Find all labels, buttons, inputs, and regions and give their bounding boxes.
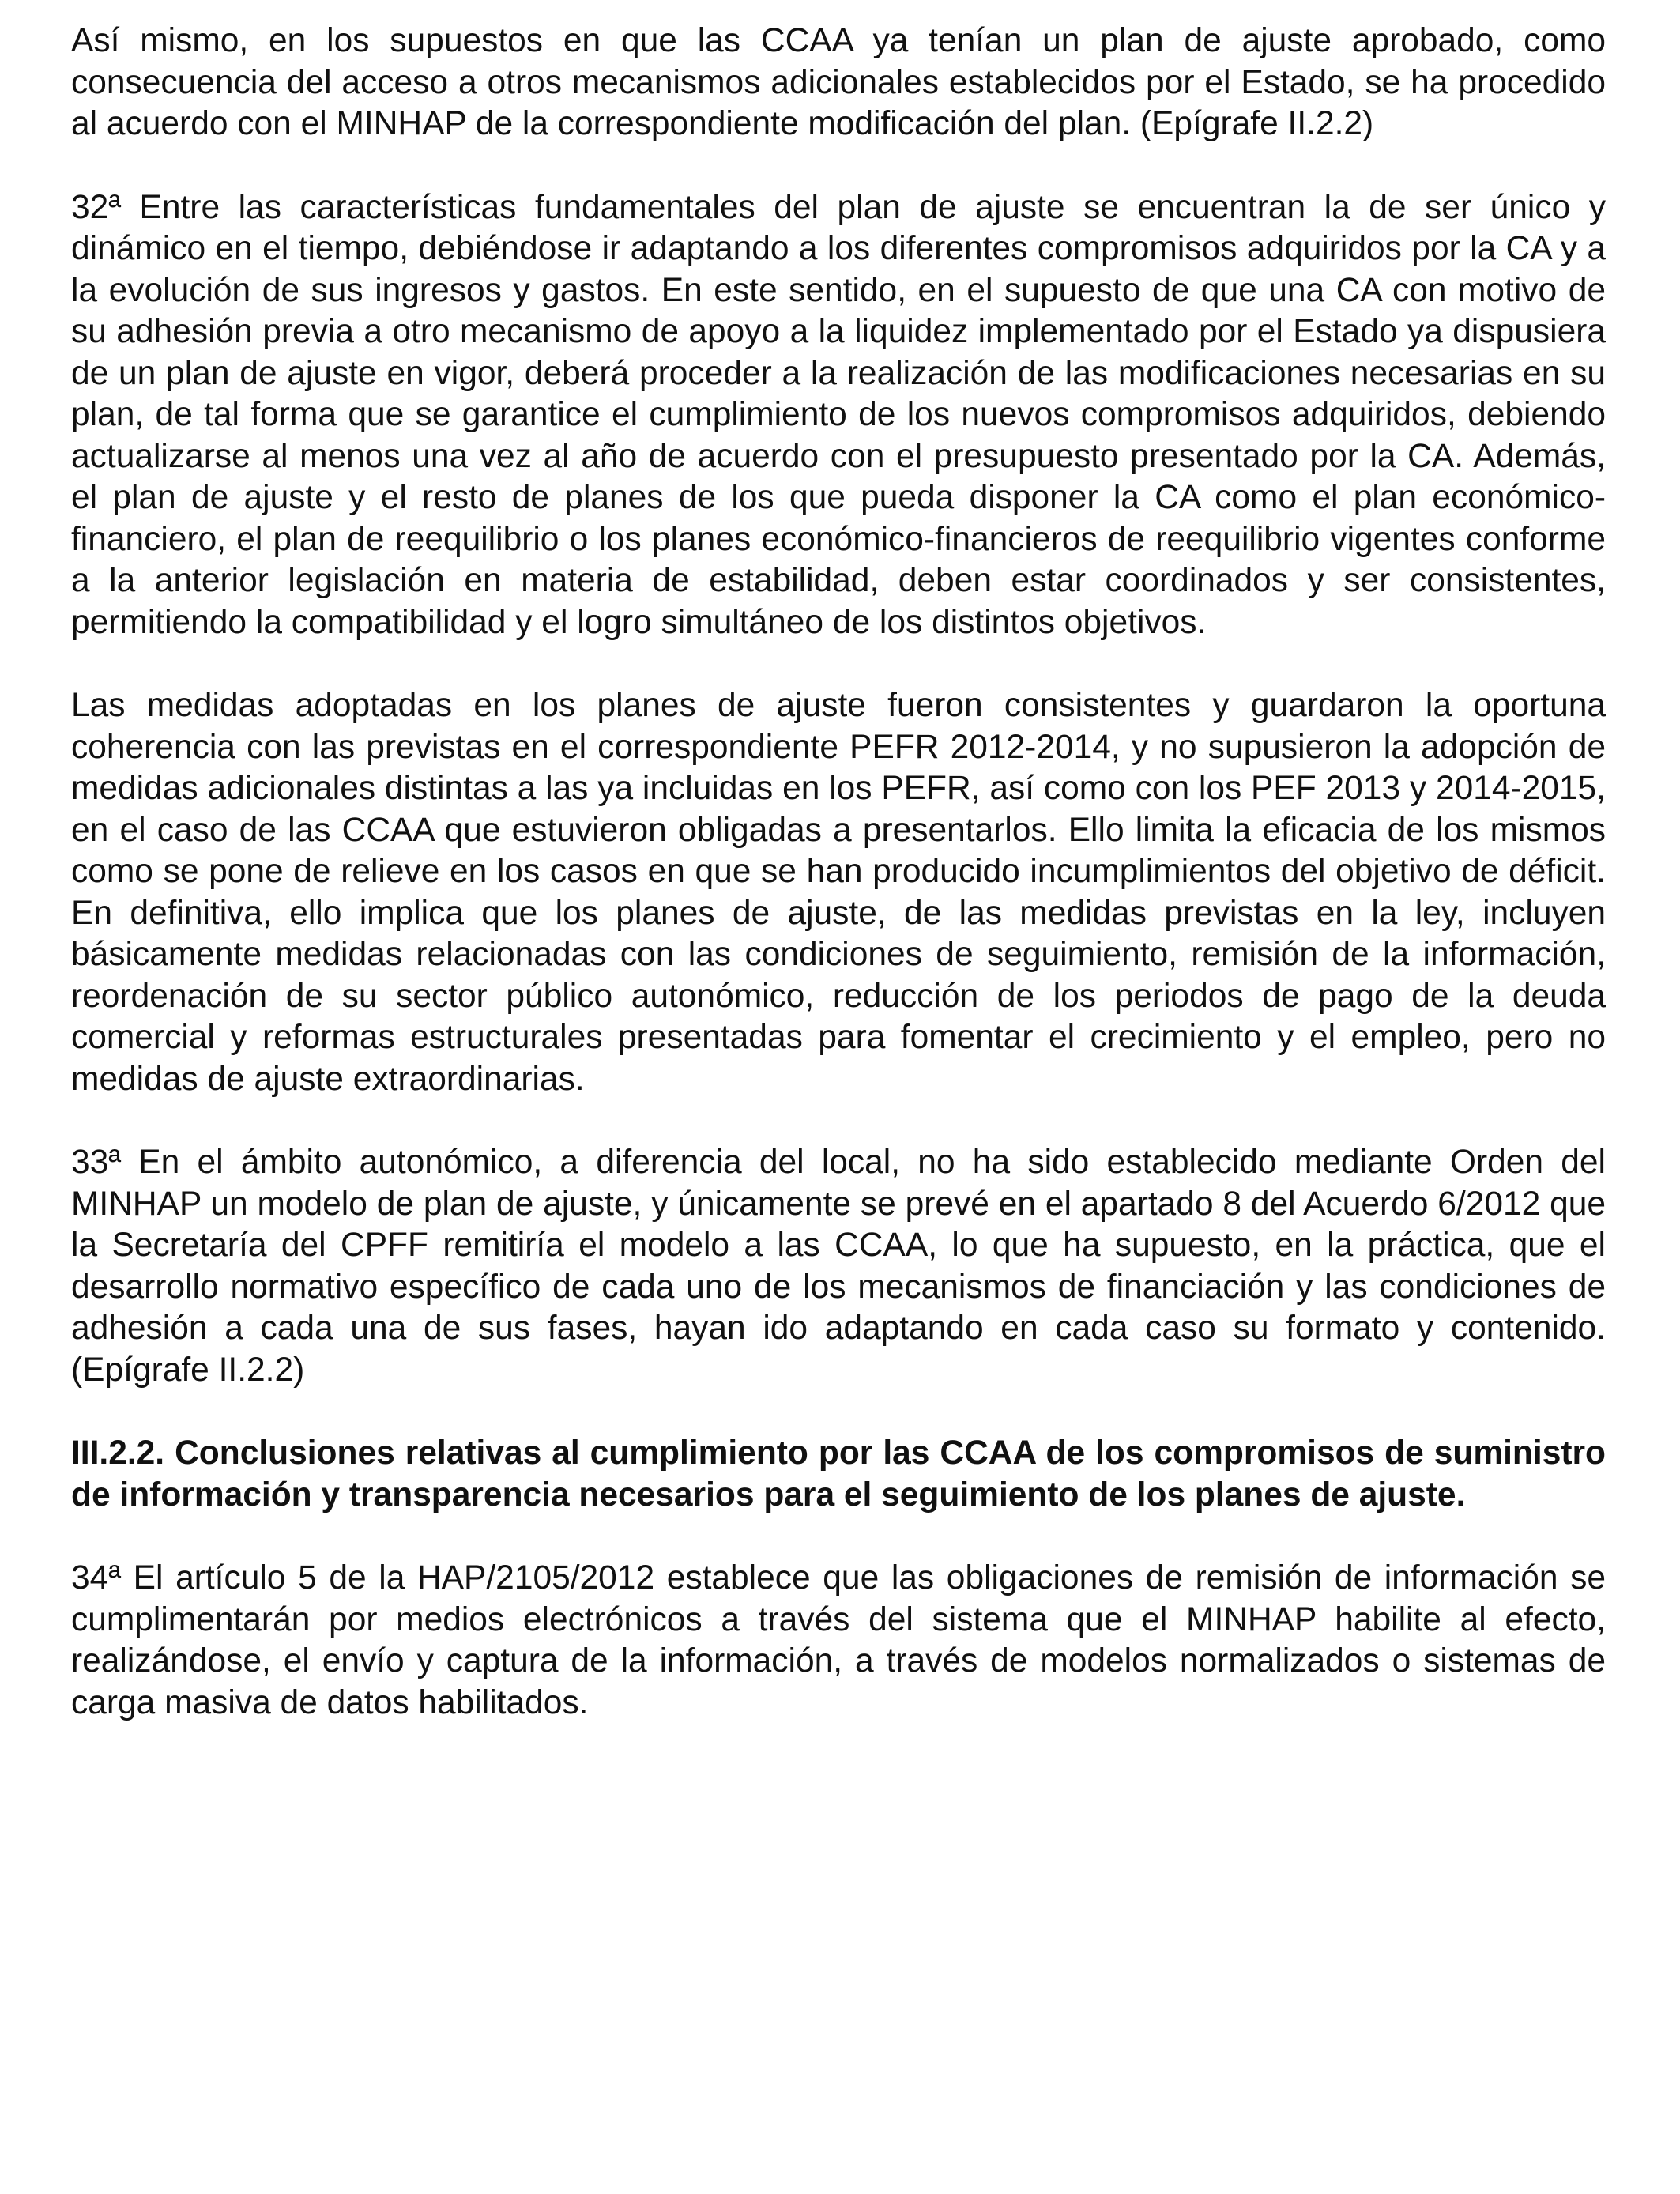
paragraph-conclusion-32: 32ª Entre las características fundamentales del plan de ajuste se encuentran la de ser único y dinámico en el tiempo, debiéndose ir adaptando a los diferentes compromisos adquiridos por la CA y a la evolución de sus ingresos y gastos. En este sentido, en el supuesto de que una CA con motivo de su adhesión previa a otro mecanismo de apoyo a la liquidez implementado por el Estado ya dispusiera de un plan de ajuste en vigor, deberá proceder a la realización de las modificaciones necesarias en su plan, de tal forma que se garantice el cumplimiento de los nuevos compromisos adquiridos, debiendo actualizarse al menos una vez al año de acuerdo con el presupuesto presentado por la CA. Además, el plan de ajuste y el resto de planes de los que pueda disponer la CA como el plan económico-financiero, el plan de reequilibrio o los planes económico-financieros de reequilibrio vigentes conforme a la anterior legislación en materia de estabilidad, deben estar coordinados y ser consistentes, permitiendo la compatibilidad y el logro simultáneo de los distintos objetivos. [71, 188, 1606, 641]
document-page [71, 21, 1606, 1766]
paragraph-adjustment-measures: Las medidas adoptadas en los planes de ajuste fueron consistentes y guardaron la oportuna coherencia con las previstas en el correspondiente PEFR 2012-2014, y no supusieron la adopción de medidas adicionales distintas a las ya incluidas en los PEFR, así como con los PEF 2013 y 2014-2015, en el caso de las CCAA que estuvieron obligadas a presentarlos. Ello limita la eficacia de los mismos como se pone de relieve en los casos en que se han producido incumplimientos del objetivo de déficit. En definitiva, ello implica que los planes de ajuste, de las medidas previstas en la ley, incluyen básicamente medidas relacionadas con las condiciones de seguimiento, remisión de la información, reordenación de su sector público autonómico, reducción de los periodos de pago de la deuda comercial y reformas estructurales presentadas para fomentar el crecimiento y el empleo, pero no medidas de ajuste extraordinarias. [71, 687, 1606, 1098]
paragraph-plan-modification: Así mismo, en los supuestos en que las CCAA ya tenían un plan de ajuste aprobado, como consecuencia del acceso a otros mecanismos adicionales establecidos por el Estado, se ha procedido al acuerdo con el MINHAP de la correspondiente modificación del plan. (Epígrafe II.2.2) [71, 22, 1606, 142]
paragraph-conclusion-33: 33ª En el ámbito autonómico, a diferencia del local, no ha sido establecido mediante Orden del MINHAP un modelo de plan de ajuste, y únicamente se prevé en el apartado 8 del Acuerdo 6/2012 que la Secretaría del CPFF remitiría el modelo a las CCAA, lo que ha supuesto, en la práctica, que el desarrollo normativo específico de cada uno de los mecanismos de financiación y las condiciones de adhesión a cada una de sus fases, hayan ido adaptando en cada caso su formato y contenido. (Epígrafe II.2.2) [71, 1144, 1606, 1389]
paragraph-conclusion-34: 34ª El artículo 5 de la HAP/2105/2012 establece que las obligaciones de remisión de información se cumplimentarán por medios electrónicos a través del sistema que el MINHAP habilite al efecto, realizándose, el envío y captura de la información, a través de modelos normalizados o sistemas de carga masiva de datos habilitados. [71, 1559, 1606, 1721]
section-heading-iii-2-2: III.2.2. Conclusiones relativas al cumplimiento por las CCAA de los compromisos de suministro de información y transparencia necesarios para el seguimiento de los planes de ajuste. [71, 1434, 1606, 1514]
